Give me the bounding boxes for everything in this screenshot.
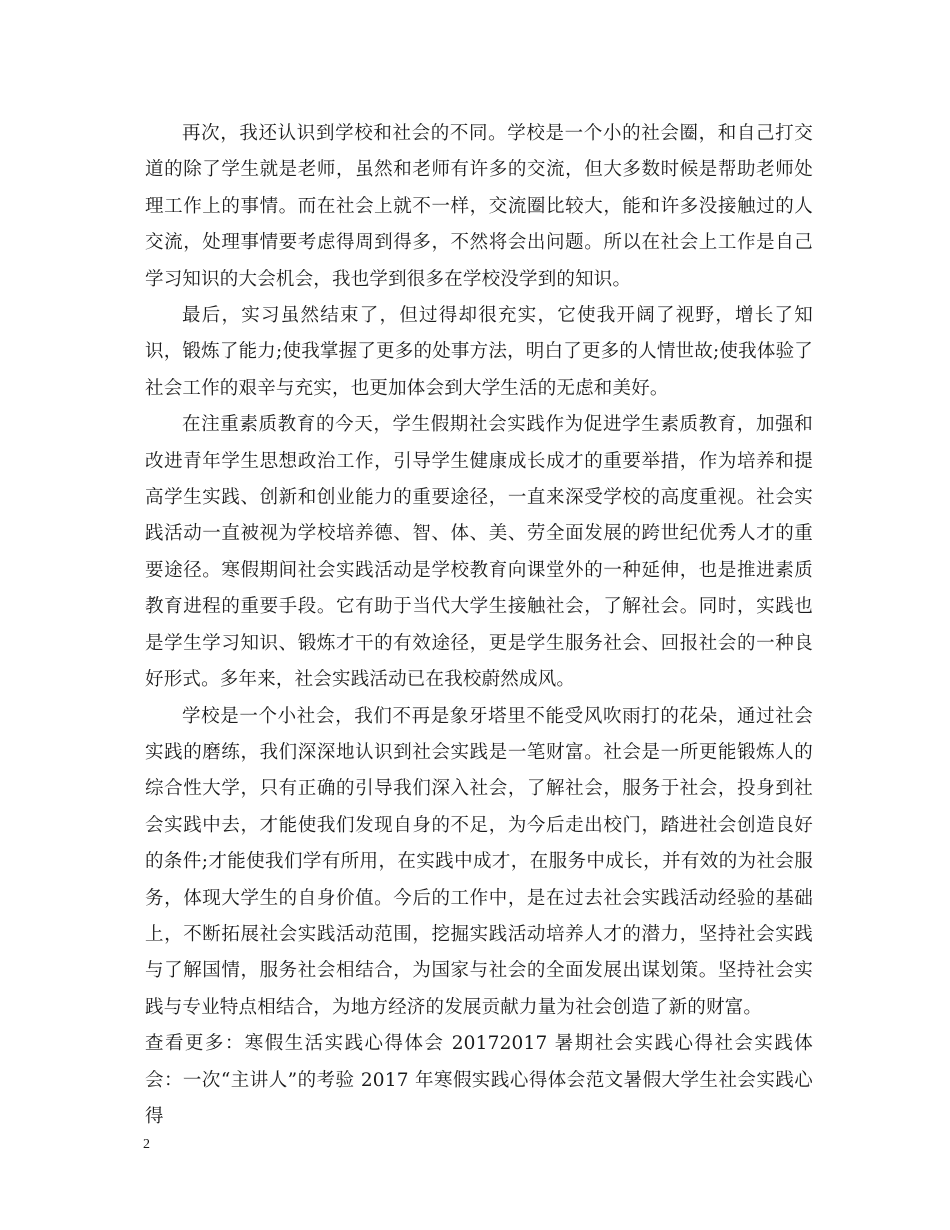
see-more-links: 查看更多：寒假生活实践心得体会 20172017 暑期社会实践心得社会实践体会：一次“主讲人”的考验 2017 年寒假实践心得体会范文暑假大学生社会实践心得 — [145, 1033, 813, 1127]
paragraph-differences: 再次，我还认识到学校和社会的不同。学校是一个小的社会圈，和自己打交道的除了学生就是老师，虽然和老师有许多的交流，但大多数时候是帮助老师处理工作上的事情。而在社会上就不一样，交流圈比较大，能和许多没接触过的人交流，处理事情要考虑得周到得多，不然将会出问题。所以在社会上工作是自己学习知识的大会机会，我也学到很多在学校没学到的知识。 — [145, 123, 813, 290]
paragraph-conclusion: 最后，实习虽然结束了，但过得却很充实，它使我开阔了视野，增长了知识，锻炼了能力;使我掌握了更多的处事方法，明白了更多的人情世故;使我体验了社会工作的艰辛与充实，也更加体会到大学生活的无虑和美好。 — [145, 305, 813, 399]
paragraph-quality-education: 在注重素质教育的今天，学生假期社会实践作为促进学生素质教育，加强和改进青年学生思想政治工作，引导学生健康成长成才的重要举措，作为培养和提高学生实践、创新和创业能力的重要途径，一直来深受学校的高度重视。社会实践活动一直被视为学校培养德、智、体、美、劳全面发展的跨世纪优秀人才的重要途径。寒假期间社会实践活动是学校教育向课堂外的一种延伸，也是推进素质教育进程的重要手段。它有助于当代大学生接触社会，了解社会。同时，实践也是学生学习知识、锻炼才干的有效途径，更是学生服务社会、回报社会的一种良好形式。多年来，社会实践活动已在我校蔚然成风。 — [145, 414, 813, 691]
page-number: 2 — [143, 1137, 150, 1152]
document-body — [145, 116, 813, 1135]
paragraph-school-society: 学校是一个小社会，我们不再是象牙塔里不能受风吹雨打的花朵，通过社会实践的磨练，我们深深地认识到社会实践是一笔财富。社会是一所更能锻炼人的综合性大学，只有正确的引导我们深入社会，了解社会，服务于社会，投身到社会实践中去，才能使我们发现自身的不足，为今后走出校门，踏进社会创造良好的条件;才能使我们学有所用，在实践中成才，在服务中成长，并有效的为社会服务，体现大学生的自身价值。今后的工作中，是在过去社会实践活动经验的基础上，不断拓展社会实践活动范围，挖掘实践活动培养人才的潜力，坚持社会实践与了解国情，服务社会相结合，为国家与社会的全面发展出谋划策。坚持社会实践与专业特点相结合，为地方经济的发展贡献力量为社会创造了新的财富。 — [145, 705, 813, 1018]
